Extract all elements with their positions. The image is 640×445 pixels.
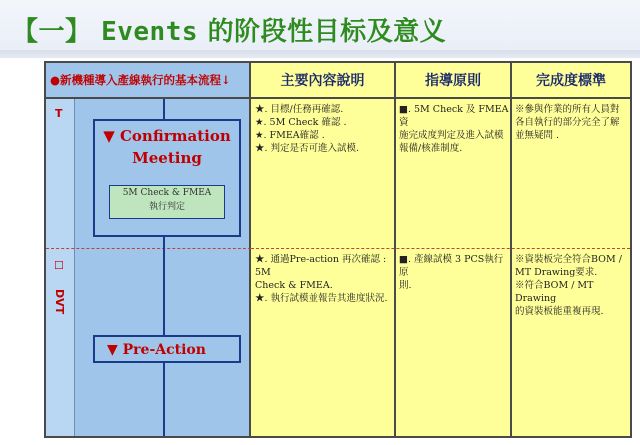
inner-line-2: 執行判定 xyxy=(148,202,185,212)
header-guideline: 指導原則 xyxy=(396,63,512,97)
header-description: 主要內容說明 xyxy=(251,63,396,97)
row-divider xyxy=(46,248,251,249)
header-flow: ●新機種導入產線執行的基本流程↓ xyxy=(50,73,231,87)
row2-description xyxy=(255,253,391,305)
flow-connector xyxy=(163,99,165,119)
description-line: ★. 目標/任務再確認. xyxy=(255,104,344,115)
page-title xyxy=(12,11,446,48)
stage-label-dvt: DVT xyxy=(53,289,66,315)
standard-line: ※符合BOM / MT Drawing xyxy=(515,280,594,304)
stage-label-top: T xyxy=(55,107,63,120)
pre-action-box xyxy=(93,335,241,363)
standard-line: MT Drawing要求. xyxy=(515,267,598,278)
row2-standard xyxy=(515,253,629,318)
description-line: Check & FMEA. xyxy=(255,280,333,291)
standard-line: ※參與作業的所有人員對 xyxy=(515,104,620,115)
standard-line: 並無疑問 . xyxy=(515,130,560,141)
table-header-row xyxy=(46,63,630,99)
title-bracket: 【一】 xyxy=(12,17,92,47)
confirmation-meeting-title: ▼ Confirmation Meeting xyxy=(103,127,231,167)
description-line: ★. FMEA確認 . xyxy=(255,130,325,141)
row1-standard xyxy=(515,103,629,142)
description-line: ★. 5M Check 確認 . xyxy=(255,117,347,128)
column-divider xyxy=(510,97,512,436)
header-standard: 完成度標準 xyxy=(536,73,606,89)
title-suffix: 的阶段性目标及意义 xyxy=(207,17,447,47)
title-events-word: Events xyxy=(101,17,198,47)
row1-guideline xyxy=(399,103,509,155)
flow-connector xyxy=(163,361,165,438)
description-line: ★. 執行試模並報告其進度狀況. xyxy=(255,293,388,304)
standard-line: 各自執行的部分完全了解 xyxy=(515,117,620,128)
confirmation-inner-box xyxy=(109,185,225,219)
stage-checkbox: ☐ xyxy=(54,259,64,272)
guideline-line: 報備/核准制度. xyxy=(399,143,463,154)
description-line: ★. 判定是否可進入試模. xyxy=(255,143,360,154)
title-shadow xyxy=(0,50,640,60)
guideline-line: 則. xyxy=(399,280,412,291)
row-divider xyxy=(251,248,630,249)
standard-line: 的資裝板能重複再現. xyxy=(515,306,604,317)
standard-line: ※資裝板完全符合BOM / xyxy=(515,254,622,265)
confirmation-meeting-box xyxy=(93,119,241,237)
description-line: ★. 通過Pre-action 再次確認 : 5M xyxy=(255,254,387,278)
row2-guideline xyxy=(399,253,509,292)
guideline-line: 施完成度判定及進入試模 xyxy=(399,130,504,141)
flow-connector xyxy=(163,235,165,335)
pre-action-title: ▼ Pre-Action xyxy=(107,342,206,358)
process-table xyxy=(44,61,632,438)
column-divider xyxy=(394,97,396,436)
guideline-line: ■. 產線試模 3 PCS執行原 xyxy=(399,254,504,278)
guideline-line: ■. 5M Check 及 FMEA 資 xyxy=(399,104,509,128)
inner-line-1: 5M Check & FMEA xyxy=(122,188,212,198)
row1-description xyxy=(255,103,391,155)
